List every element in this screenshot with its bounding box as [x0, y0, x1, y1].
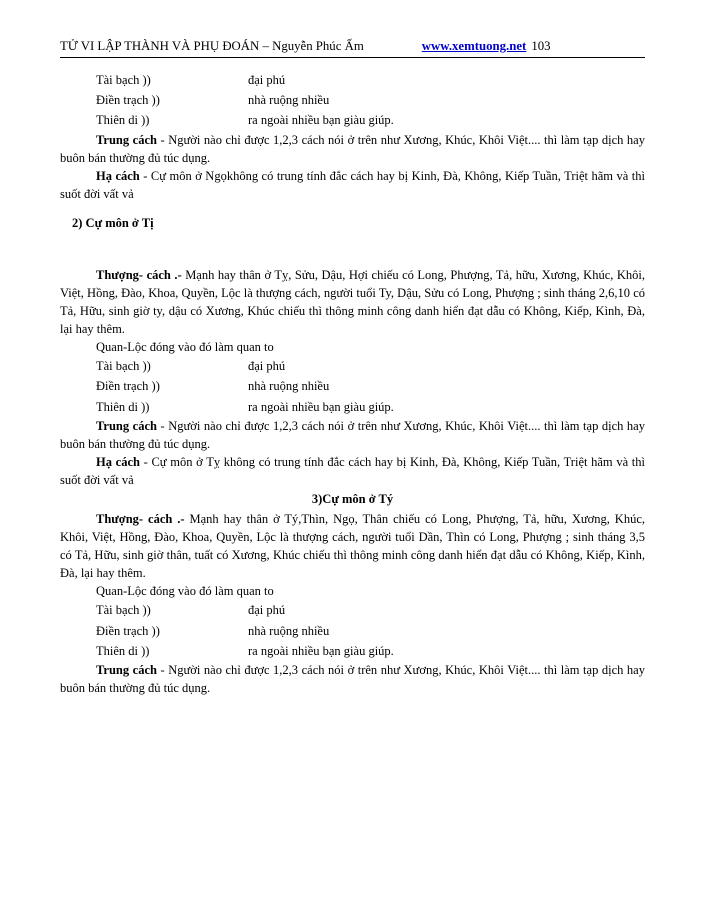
trung-cach-text: - Người nào chỉ được 1,2,3 cách nói ở trên như Xương, Khúc, Khôi Việt.... thì làm tạp dịch hay buôn bán thường đủ túc dụng.: [60, 663, 645, 696]
ha-cach-text: - Cự môn ở Tỵ không có trung tính đắc cách hay bị Kinh, Đà, Không, Kiếp Tuần, Triệt hãm và thì suốt đời vất vả: [60, 455, 645, 488]
row-value: nhà ruộng nhiều: [248, 379, 330, 394]
row-label: Tài bạch )): [96, 359, 151, 374]
list-item: [60, 376, 645, 396]
row-label: Điền trạch )): [96, 623, 160, 638]
paragraph-quan-loc: Quan-Lộc đóng vào đó làm quan to: [96, 584, 274, 599]
list-item: [60, 397, 645, 417]
thuong-cach-label: Thượng- cách .-: [96, 511, 185, 526]
block-three: [60, 510, 645, 698]
trung-cach-text: - Người nào chỉ được 1,2,3 cách nói ở trên như Xương, Khúc, Khôi Việt.... thì làm tạp dịch hay buôn bán thường đủ túc dụng.: [60, 132, 645, 165]
paragraph-trung-cach: [60, 661, 645, 697]
row-label: Thiên di )): [96, 399, 150, 414]
row-value: nhà ruộng nhiều: [248, 623, 330, 638]
list-item: [60, 70, 645, 90]
paragraph-ha-cach: [60, 453, 645, 489]
row-value: đại phú: [248, 603, 286, 618]
trung-cach-text: - Người nào chỉ được 1,2,3 cách nói ở trên như Xương, Khúc, Khôi Việt.... thì làm tạp dịch hay buôn bán thường đủ túc dụng.: [60, 418, 645, 452]
trung-cach-label: Trung cách: [96, 132, 157, 147]
row-value: ra ngoài nhiều bạn giàu giúp.: [248, 399, 394, 414]
paragraph-trung-cach: [60, 131, 645, 167]
row-label: Điền trạch )): [96, 93, 160, 108]
thuong-cach-text: Mạnh hay thân ở Tý,Thìn, Ngọ, Thân chiếu có Long, Phượng, Tả, hữu, Xương, Khúc, Khôi, Việt, Hồng, Đào, Khoa, Quyền, Lộc là thượng cách, người tuổi Dần, Thìn có Long, Phượng ; sinh tháng 3,5 có Tả, Hữu, sinh giờ thân, tuất có Xương, Khúc chiếu thì thông minh công danh hiển đạt dẫu có Không, Kiếp, Kình, Đà, lại hay thêm.: [60, 511, 646, 581]
row-label: Tài bạch )): [96, 72, 151, 87]
block-two: [60, 266, 645, 490]
ha-cach-label: Hạ cách: [96, 455, 140, 470]
row-label: Tài bạch )): [96, 603, 151, 618]
list-item: [60, 356, 645, 376]
paragraph-ha-cach: [60, 167, 645, 203]
row-label: Thiên di )): [96, 643, 150, 658]
section-heading-2: 2) Cự môn ở Tị: [72, 216, 154, 231]
paragraph-thuong-cach: [60, 510, 645, 583]
list-item: [60, 641, 645, 661]
section-heading-3: 3)Cự môn ở Tý: [311, 492, 394, 507]
list-item: [60, 600, 645, 620]
row-value: nhà ruộng nhiều: [248, 93, 330, 108]
row-value: ra ngoài nhiều bạn giàu giúp.: [248, 113, 394, 128]
paragraph-thuong-cach: [60, 266, 645, 339]
trung-cach-label: Trung cách: [96, 663, 157, 678]
row-value: đại phú: [248, 72, 286, 87]
paragraph-trung-cach: [60, 417, 645, 453]
page-header: [60, 40, 645, 53]
block-one: [60, 70, 645, 203]
thuong-cach-text: Mạnh hay thân ở Tỵ, Sửu, Dậu, Hợi chiếu có Long, Phượng, Tả, hữu, Xương, Khúc, Khôi, Việt, Hồng, Đào, Khoa, Quyền, Lộc là thượng cách, người tuổi Ty, Dậu, Sửu có Long, Phượng ; sinh tháng 2,6,10 có Tả, Hữu, sinh giờ ty, dậu có Xương, Khúc chiếu thì thông minh công danh hiển đạt dẫu có Không, Kiếp, Kình, Đà, lại hay thêm.: [60, 267, 645, 336]
ha-cach-label: Hạ cách: [96, 168, 140, 183]
header-website-link[interactable]: www.xemtuong.net: [421, 39, 527, 53]
section-spacer: [60, 230, 645, 266]
header-divider: [60, 57, 645, 58]
header-title: TỬ VI LẬP THÀNH VÀ PHỤ ĐOÁN – Nguyễn Phúc Ấm: [60, 39, 364, 53]
thuong-cach-label: Thượng- cách .-: [96, 267, 182, 282]
row-label: Điền trạch )): [96, 379, 160, 394]
page-number: 103: [531, 39, 551, 53]
paragraph-quan-loc: Quan-Lộc đóng vào đó làm quan to: [96, 340, 274, 355]
list-item: [60, 90, 645, 110]
row-value: ra ngoài nhiều bạn giàu giúp.: [248, 643, 394, 658]
trung-cach-label: Trung cách: [96, 418, 157, 433]
row-label: Thiên di )): [96, 113, 150, 128]
row-value: đại phú: [248, 359, 286, 374]
list-item: [60, 621, 645, 641]
list-item: [60, 110, 645, 130]
ha-cach-text: - Cự môn ở Ngọkhông có trung tính đắc cách hay bị Kinh, Đà, Không, Kiếp Tuần, Triệt hãm và thì suốt đời vất vả: [60, 168, 645, 201]
